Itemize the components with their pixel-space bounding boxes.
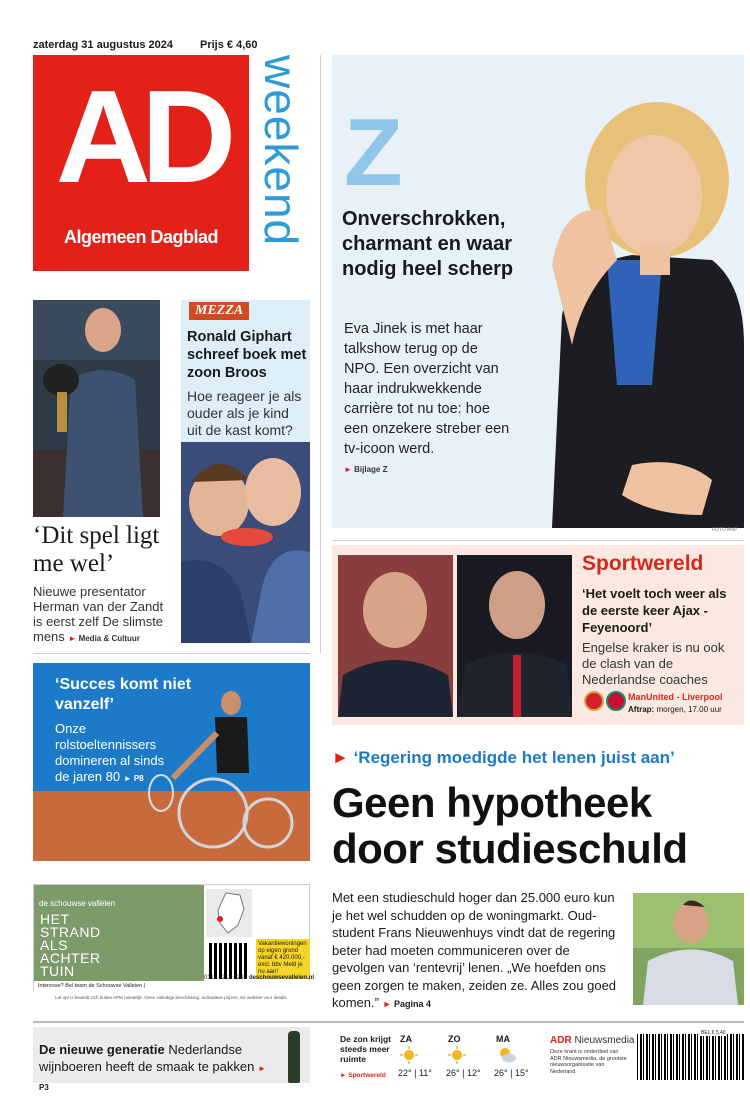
weekend-edition-label: weekend — [255, 55, 307, 247]
ad-fineprint: Let op! U bevindt zich buiten APM ruimtelijk. Geen volledige beschikking. Indicatieve prijzen, zie website voor details. — [55, 995, 288, 1000]
mezza-headline[interactable]: Ronald Giphart schreef boek met zoon Broos — [187, 329, 307, 381]
liverpool-crest-icon — [606, 691, 626, 711]
adr-note: Deze krant is onderdeel van ADR Nieuwsmedia, de grootste nieuwsorganisatie van Nederland — [550, 1049, 627, 1075]
issue-price: Prijs € 4,60 — [200, 39, 258, 51]
tennis-reference[interactable]: ► P8 — [123, 774, 144, 783]
schouwse-valleien-ad[interactable] — [33, 884, 315, 992]
main-kicker[interactable] — [332, 748, 744, 768]
weather-day-sun: ZO — [448, 1034, 461, 1044]
giphart-photo — [181, 442, 310, 643]
main-body-text: Met een studieschuld hoger dan 25.000 euro kun je het wel schudden op de woningmarkt. Oud-student Frans Nieuwenhuys vindt dat de regering beter had moeten communiceren over de gevolgen van ‘rentevrij’ lenen. „We hoefden ons geen zorgen te maken, zeiden ze. Alles zou goed komen.” — [332, 890, 617, 1010]
ad-bar-text: Interesse? Bel team de Schouwse Valleien | — [38, 983, 146, 989]
logo-name: Algemeen Dagblad — [63, 227, 219, 247]
adr-logo — [550, 1035, 634, 1046]
main-headline[interactable]: Geen hypotheek door studieschuld — [332, 779, 688, 872]
kickoff-label: Aftrap: — [628, 705, 655, 714]
presenter-quote[interactable]: ‘Dit spel ligt me wel’ — [33, 522, 160, 577]
mezza-logo: MEZZA — [189, 302, 249, 320]
arrow-icon: ► — [68, 634, 79, 643]
wine-ref-label: P3 — [39, 1083, 49, 1092]
arrow-icon: ► — [344, 465, 355, 474]
section-divider — [33, 653, 310, 654]
arrow-icon: ► — [340, 1072, 349, 1079]
weather-day-mon: MA — [496, 1034, 510, 1044]
sun-ref-label: Sportwereld — [348, 1072, 386, 1079]
qr-code[interactable] — [209, 943, 247, 979]
issue-date: zaterdag 31 augustus 2024 — [33, 39, 174, 51]
slot-photo — [338, 555, 453, 717]
logo-letters: AD — [55, 63, 227, 210]
sportwereld-feature[interactable] — [332, 545, 744, 725]
ad-offer: Vakantiewoningen op eigen grond vanaf € 420.000,- excl. bbv Meld je nu aan! — [256, 939, 310, 979]
wine-bold: De nieuwe generatie — [39, 1042, 165, 1057]
barcode — [637, 1034, 744, 1080]
ad-logo[interactable] — [33, 55, 249, 271]
tennis-ref-label: P8 — [133, 774, 144, 783]
partly-cloudy-icon — [498, 1046, 516, 1064]
sport-headline[interactable]: ‘Het voelt toch weer als de eerste keer Ajax - Feyenoord’ — [582, 586, 727, 635]
sport-body: Engelse kraker is nu ook de clash van de Nederlandse coaches — [582, 640, 725, 687]
presenter-body: Nieuwe presentator Herman van der Zandt is eerst zelf De slimste mens — [33, 584, 164, 644]
main-body — [332, 889, 622, 1014]
presenter-reference[interactable] — [68, 634, 139, 643]
sun-reference[interactable] — [340, 1072, 386, 1079]
footer-divider — [33, 1021, 744, 1023]
arrow-icon: ► — [382, 999, 395, 1009]
manunited-crest-icon — [584, 691, 604, 711]
tennis-feature[interactable] — [33, 663, 310, 861]
ad-slogan: HET STRAND ALS ACHTER TUIN — [40, 911, 101, 979]
arrow-icon: ► — [257, 1064, 266, 1073]
kickoff-time: morgen, 17.00 uur — [656, 705, 722, 714]
adr-media: Nieuwsmedia — [574, 1035, 635, 1046]
mezza-body: Hoe reageer je als ouder als je kind uit de kast komt? — [187, 388, 302, 438]
arrow-icon: ► — [332, 748, 354, 767]
ten-hag-photo — [457, 555, 572, 717]
weather-temp-mon: 26° | 15° — [494, 1068, 529, 1078]
match-kickoff — [628, 705, 722, 714]
tennis-body-text: Onze rolstoeltennissers domineren al sinds de jaren 80 — [55, 721, 165, 784]
sun-icon — [448, 1046, 466, 1064]
hero-reference[interactable] — [344, 465, 387, 474]
wine-teaser[interactable] — [33, 1027, 310, 1092]
barcode-price: BEL € 5,40 — [701, 1030, 726, 1036]
section-divider — [332, 540, 744, 541]
sun-icon — [400, 1046, 418, 1064]
column-divider — [320, 55, 321, 653]
hero-headline[interactable]: Onverschrokken, charmant en waar nodig heel scherp — [342, 208, 514, 280]
presenter-ref-label: Media & Cultuur — [78, 634, 140, 643]
photo-credit: FOTO ANP — [712, 527, 738, 533]
eva-jinek-photo — [512, 85, 744, 528]
weather-temp-sat: 22° | 11° — [398, 1068, 432, 1078]
ad-contact-bar — [34, 981, 311, 993]
wine-teaser-text — [39, 1041, 269, 1096]
netherlands-map-icon — [206, 889, 252, 937]
adr-name: ADR — [550, 1035, 572, 1046]
sun-teaser[interactable]: De zon krijgt steeds meer ruimte — [340, 1034, 392, 1064]
weather-day-sat: ZA — [400, 1034, 412, 1044]
ad-brand: de schouwse vallelen — [39, 899, 116, 908]
wine-text: Nederlandse wijnboeren heeft de smaak te pakken — [39, 1042, 255, 1074]
tennis-headline[interactable]: ‘Succes komt niet vanzelf’ — [55, 676, 192, 713]
main-ref[interactable]: Pagina 4 — [394, 999, 432, 1009]
tennis-body — [55, 721, 173, 787]
presenter-desc — [33, 584, 173, 646]
hero-ref-label: Bijlage Z — [354, 465, 388, 474]
z-mark: Z — [344, 99, 403, 206]
sport-section-title: Sportwereld — [582, 552, 704, 575]
z-supplement-feature[interactable] — [332, 55, 744, 533]
nieuwenhuys-photo — [633, 893, 744, 1005]
match-teams: ManUnited - Liverpool — [628, 692, 723, 702]
mezza-feature[interactable] — [181, 300, 310, 643]
hero-body: Eva Jinek is met haar talkshow terug op de NPO. Een overzicht van haar indrukwekkende carrière tot nu toe: hoe een onzekere streber een tv-icoon werd. — [344, 321, 510, 457]
main-kicker-text: ‘Regering moedigde het lenen juist aan’ — [353, 748, 675, 767]
ad-url[interactable]: deschouwsevalleien.nl — [249, 975, 315, 981]
ad-phone[interactable]: 0111 - 218 020 — [204, 975, 244, 981]
presenter-photo — [33, 300, 160, 517]
wine-bottle-icon — [288, 1031, 300, 1083]
weather-temp-sun: 26° | 12° — [446, 1068, 481, 1078]
